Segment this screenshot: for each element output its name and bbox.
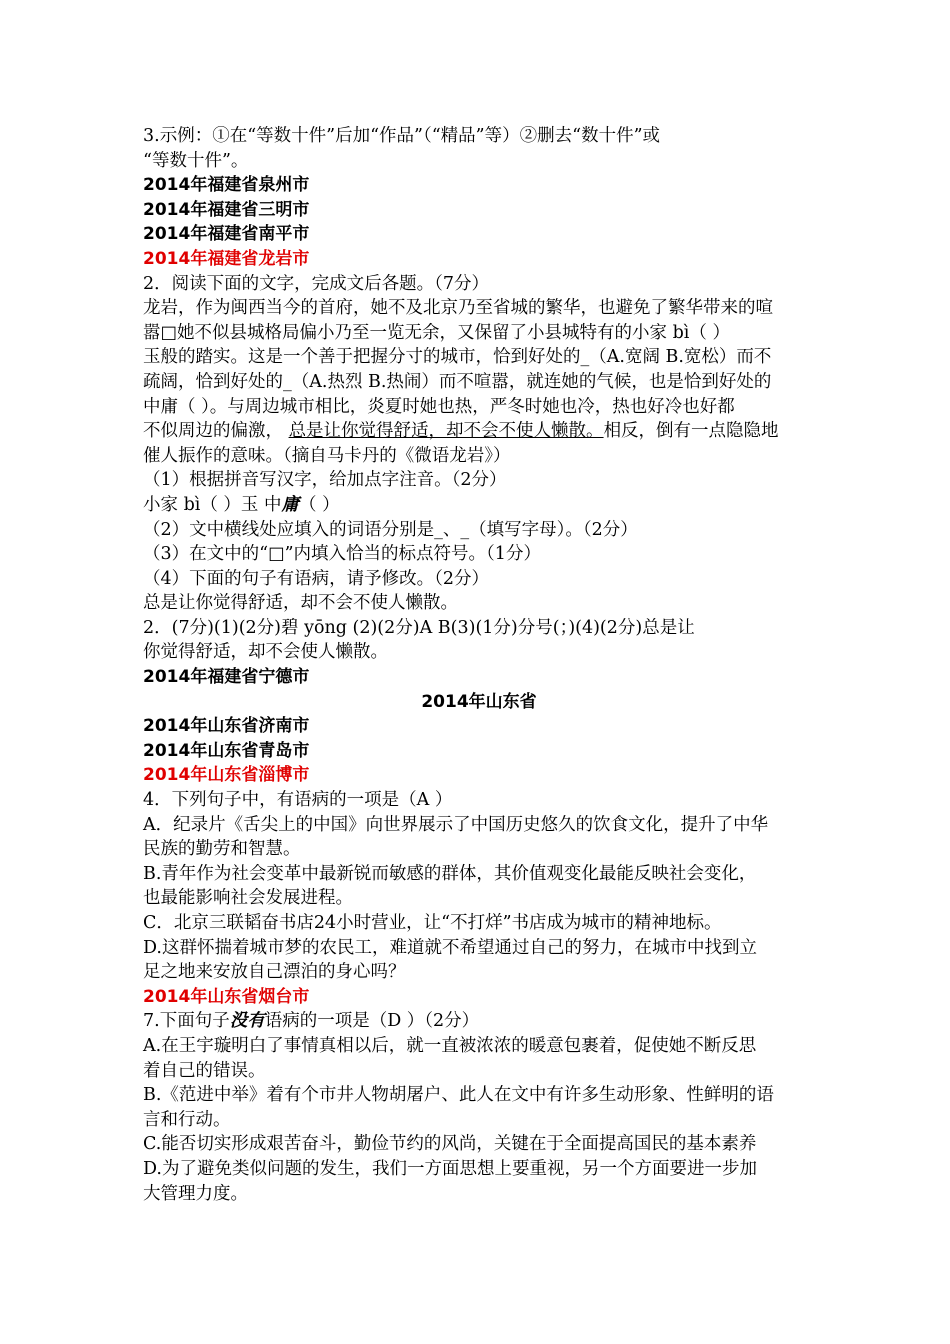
paragraph-line: A.在王宇璇明白了事情真相以后，就一直被浓浓的暖意包裹着，促使她不断反思 bbox=[143, 1035, 757, 1056]
document-body bbox=[143, 124, 815, 1206]
paragraph-line: 2．(7分)(1)(2分)碧 yōng (2)(2分)A B(3)(1分)分号(；)(4)(2分)总是让 bbox=[143, 617, 695, 638]
paragraph-line: 不似周边的偏激， 总是让你觉得舒适，却不会不使人懒散。相反，倒有一点隐隐地 bbox=[143, 421, 779, 442]
paragraph-line: 龙岩，作为闽西当今的首府，她不及北京乃至省城的繁华，也避免了繁华带来的喧 bbox=[143, 298, 773, 319]
paragraph-line: 总是让你觉得舒适，却不会不使人懒散。 bbox=[143, 593, 458, 614]
section-heading: 2014年福建省三明市 bbox=[143, 199, 310, 220]
paragraph-line: 3.示例：①在“等数十件”后加“作品”（“精品”等）②删去“数十件”或 bbox=[143, 126, 661, 146]
emphasized-word: 没有 bbox=[229, 1011, 265, 1032]
paragraph-line: 言和行动。 bbox=[143, 1109, 231, 1130]
section-heading: 2014年山东省淄博市 bbox=[143, 765, 310, 786]
paragraph-line: （3）在文中的“□”内填入恰当的标点符号。（1分） bbox=[143, 544, 541, 565]
paragraph-line: 4．下列句子中，有语病的一项是（A ） bbox=[143, 790, 453, 811]
paragraph-line: 民族的勤劳和智慧。 bbox=[143, 839, 301, 860]
paragraph-line: D.这群怀揣着城市梦的农民工，难道就不希望通过自己的努力，在城市中找到立 bbox=[143, 937, 757, 958]
paragraph-line: 疏阔，恰到好处的_（A.热烈 B.热闹）而不喧嚣，就连她的气候，也是恰到好处的 bbox=[143, 371, 772, 392]
paragraph-line: A．纪录片《舌尖上的中国》向世界展示了中国历史悠久的饮食文化，提升了中华 bbox=[143, 814, 769, 835]
section-heading: 2014年福建省泉州市 bbox=[143, 175, 310, 196]
emphasized-word: 庸 bbox=[281, 494, 299, 515]
paragraph-line: 玉般的踏实。这是一个善于把握分寸的城市，恰到好处的_（A.宽阔 B.宽松）而不 bbox=[143, 347, 772, 368]
paragraph-line: （2）文中横线处应填入的词语分别是_、_（填写字母）。（2分） bbox=[143, 519, 638, 540]
section-heading: 2014年福建省龙岩市 bbox=[143, 248, 310, 269]
paragraph-line: “等数十件”。 bbox=[143, 150, 249, 171]
section-heading: 2014年福建省南平市 bbox=[143, 224, 310, 245]
paragraph-line: B.《范进中举》着有个市井人物胡屠户、此人在文中有许多生动形象、性鲜明的语 bbox=[143, 1085, 774, 1106]
paragraph-line: C.能否切实形成艰苦奋斗，勤俭节约的风尚，关键在于全面提高国民的基本素养 bbox=[143, 1134, 757, 1155]
paragraph-line: 7.下面句子没有语病的一项是（D ）（2分） bbox=[143, 1011, 480, 1032]
section-heading: 2014年山东省烟台市 bbox=[143, 986, 310, 1007]
paragraph-line: 嚣□她不似县城格局偏小乃至一览无余，又保留了小县城特有的小家 bì（ ） bbox=[143, 322, 730, 343]
section-heading: 2014年山东省 bbox=[421, 691, 537, 712]
section-heading: 2014年福建省宁德市 bbox=[143, 667, 310, 688]
paragraph-line: 中庸（ ）。与周边城市相比，炎夏时她也热，严冬时她也冷，热也好冷也好都 bbox=[143, 396, 735, 417]
section-heading: 2014年山东省济南市 bbox=[143, 716, 310, 737]
paragraph-line: （1）根据拼音写汉字，给加点字注音。（2分） bbox=[143, 470, 507, 491]
paragraph-line: B.青年作为社会变革中最新锐而敏感的群体，其价值观变化最能反映社会变化， bbox=[143, 863, 757, 884]
paragraph-line: D.为了避免类似问题的发生，我们一方面思想上要重视，另一个方面要进一步加 bbox=[143, 1158, 757, 1179]
section-heading: 2014年山东省青岛市 bbox=[143, 740, 310, 761]
paragraph-line: 着自己的错误。 bbox=[143, 1060, 266, 1081]
paragraph-line: 2．阅读下面的文字，完成文后各题。（7分） bbox=[143, 273, 490, 294]
paragraph-line: 你觉得舒适，却不会使人懒散。 bbox=[143, 642, 388, 663]
paragraph-line: 大管理力度。 bbox=[143, 1183, 248, 1204]
paragraph-line: （4）下面的句子有语病，请予修改。（2分） bbox=[143, 568, 490, 589]
paragraph-line: C．北京三联韬奋书店24小时营业，让“不打烊”书店成为城市的精神地标。 bbox=[143, 913, 722, 933]
paragraph-line: 催人振作的意味。（摘自马卡丹的《微语龙岩》） bbox=[143, 445, 511, 466]
paragraph-line: 小家 bì（ ）玉 中庸（ ） bbox=[143, 494, 340, 515]
paragraph-line: 足之地来安放自己漂泊的身心吗？ bbox=[143, 962, 406, 983]
paragraph-line: 也最能影响社会发展进程。 bbox=[143, 888, 353, 909]
underlined-sentence: 总是让你觉得舒适，却不会不使人懒散。 bbox=[288, 421, 604, 442]
